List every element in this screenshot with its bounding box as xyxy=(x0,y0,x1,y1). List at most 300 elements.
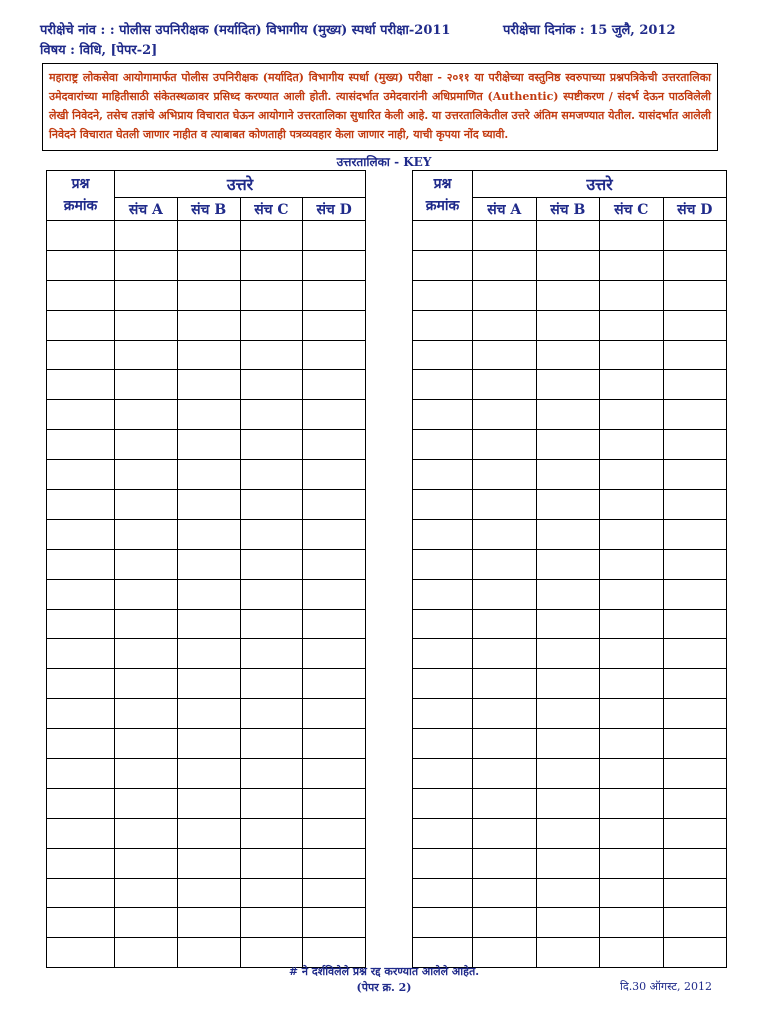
question-number-cell xyxy=(413,669,473,699)
answer-cell xyxy=(115,848,178,878)
answer-row xyxy=(413,310,727,340)
set-b-header: संच B xyxy=(536,198,600,221)
answer-cell xyxy=(473,519,537,549)
answer-cell xyxy=(663,340,727,370)
answer-cell xyxy=(600,310,664,340)
answer-cell xyxy=(536,878,600,908)
answer-cell xyxy=(536,609,600,639)
answer-cell xyxy=(663,699,727,729)
answer-cell xyxy=(303,759,366,789)
answer-cell xyxy=(600,490,664,520)
question-number-cell xyxy=(47,430,115,460)
answer-row xyxy=(413,340,727,370)
answer-cell xyxy=(240,250,303,280)
answer-row xyxy=(47,639,366,669)
answer-row xyxy=(413,818,727,848)
answer-cell xyxy=(177,400,240,430)
answer-cell xyxy=(115,400,178,430)
answer-cell xyxy=(177,729,240,759)
set-a-header: संच A xyxy=(115,198,178,221)
question-number-cell xyxy=(413,878,473,908)
answer-row xyxy=(47,430,366,460)
answer-row xyxy=(413,759,727,789)
question-number-cell xyxy=(47,729,115,759)
answer-cell xyxy=(600,370,664,400)
answer-cell xyxy=(600,519,664,549)
question-number-cell xyxy=(413,729,473,759)
notice-box: महाराष्ट्र लोकसेवा आयोगामार्फत पोलीस उपनिरीक्षक (मर्यादित) विभागीय स्पर्धा (मुख्य) परीक्षा - २०११ या परीक्षेच्या वस्तुनिष्ठ स्वरुपाच्या प्रश्नपत्रिकेची उत्तरतालिका उमेदवारांच्या माहितीसाठी संकेतस्थळावर प्रसिध्द करण्यात आली होती. त्यासंदर्भात उमेदवारांनी अधिप्रमाणित (Authentic) स्पष्टीकरण / संदर्भ देऊन पाठविलेली लेखी निवेदने, तसेच तज्ञांचे अभिप्राय विचारात घेऊन आयोगाने उत्तरतालिका सुधारित केली आहे. या उत्तरतालिकेतील उत्तरे अंतिम समजण्यात येतील. यासंदर्भात आलेली निवेदने विचारात घेतली जाणार नाहीत व त्याबाबत कोणताही पत्रव्यवहार केला जाणार नाही, याची कृपया नोंद घ्यावी. xyxy=(42,63,718,151)
answer-rows-right xyxy=(413,221,727,968)
answer-cell xyxy=(663,908,727,938)
answer-cell xyxy=(303,430,366,460)
answer-row xyxy=(47,729,366,759)
answer-cell xyxy=(536,818,600,848)
answer-cell xyxy=(473,878,537,908)
answer-cell xyxy=(115,639,178,669)
question-number-cell xyxy=(413,579,473,609)
question-number-cell xyxy=(413,250,473,280)
question-number-cell xyxy=(413,908,473,938)
question-number-cell xyxy=(47,699,115,729)
answer-cell xyxy=(115,818,178,848)
question-number-cell xyxy=(47,250,115,280)
answer-cell xyxy=(473,818,537,848)
answer-cell xyxy=(473,609,537,639)
answer-cell xyxy=(303,280,366,310)
answer-cell xyxy=(600,340,664,370)
answer-cell xyxy=(473,669,537,699)
answer-cell xyxy=(303,519,366,549)
answer-row xyxy=(47,221,366,251)
answer-row xyxy=(47,280,366,310)
answer-cell xyxy=(115,669,178,699)
answer-cell xyxy=(115,908,178,938)
answer-cell xyxy=(303,460,366,490)
answer-row xyxy=(413,669,727,699)
answer-cell xyxy=(115,519,178,549)
answer-row xyxy=(47,490,366,520)
answer-cell xyxy=(303,908,366,938)
answer-cell xyxy=(600,280,664,310)
answer-cell xyxy=(536,490,600,520)
question-number-cell xyxy=(413,788,473,818)
paper-number: (पेपर क्र. 2) xyxy=(356,981,412,994)
answer-cell xyxy=(115,699,178,729)
answer-cell xyxy=(600,848,664,878)
answer-cell xyxy=(303,639,366,669)
answer-cell xyxy=(303,729,366,759)
subject-line: विषय : विधि, [पेपर-2] xyxy=(40,43,158,58)
answer-cell xyxy=(303,370,366,400)
answer-cell xyxy=(240,490,303,520)
answer-row xyxy=(47,579,366,609)
answer-row xyxy=(47,759,366,789)
question-number-cell xyxy=(413,699,473,729)
question-number-cell xyxy=(413,310,473,340)
answer-cell xyxy=(536,310,600,340)
answer-cell xyxy=(303,310,366,340)
answer-cell xyxy=(240,280,303,310)
answer-row xyxy=(413,639,727,669)
answer-cell xyxy=(303,699,366,729)
answer-cell xyxy=(663,788,727,818)
answer-cell xyxy=(240,848,303,878)
answer-cell xyxy=(600,400,664,430)
answer-cell xyxy=(473,908,537,938)
answer-cell xyxy=(115,430,178,460)
answer-cell xyxy=(473,579,537,609)
answer-cell xyxy=(663,400,727,430)
question-number-cell xyxy=(47,788,115,818)
answer-cell xyxy=(536,250,600,280)
answers-header: उत्तरे xyxy=(473,171,727,198)
answer-cell xyxy=(663,430,727,460)
answer-row xyxy=(413,460,727,490)
question-number-cell xyxy=(47,549,115,579)
publish-date: दि.30 ऑगस्ट, 2012 xyxy=(620,980,712,993)
answer-row xyxy=(413,579,727,609)
answer-cell xyxy=(115,788,178,818)
question-header-line1: प्रश्न xyxy=(433,176,452,192)
answer-cell xyxy=(600,221,664,251)
answer-cell xyxy=(536,400,600,430)
answer-row xyxy=(413,490,727,520)
answer-row xyxy=(47,788,366,818)
answer-cell xyxy=(240,729,303,759)
answer-cell xyxy=(240,430,303,460)
answer-cell xyxy=(473,759,537,789)
answer-row xyxy=(47,250,366,280)
question-number-cell xyxy=(413,848,473,878)
answer-cell xyxy=(177,340,240,370)
answer-cell xyxy=(663,669,727,699)
answer-row xyxy=(413,788,727,818)
answer-cell xyxy=(177,519,240,549)
answer-cell xyxy=(115,579,178,609)
answer-cell xyxy=(177,699,240,729)
answer-cell xyxy=(240,221,303,251)
answer-cell xyxy=(473,221,537,251)
answer-cell xyxy=(115,460,178,490)
answer-cell xyxy=(536,280,600,310)
answer-cell xyxy=(115,340,178,370)
answer-cell xyxy=(536,848,600,878)
answer-cell xyxy=(177,430,240,460)
answer-cell xyxy=(115,280,178,310)
set-b-header: संच B xyxy=(177,198,240,221)
answer-cell xyxy=(177,609,240,639)
answer-cell xyxy=(240,669,303,699)
answer-cell xyxy=(663,370,727,400)
question-number-cell xyxy=(413,221,473,251)
question-number-cell xyxy=(47,669,115,699)
answer-cell xyxy=(600,699,664,729)
answer-cell xyxy=(115,310,178,340)
answer-row xyxy=(413,430,727,460)
answer-cell xyxy=(240,519,303,549)
answer-row xyxy=(413,729,727,759)
answer-row xyxy=(47,908,366,938)
answer-cell xyxy=(303,250,366,280)
answer-cell xyxy=(473,848,537,878)
answer-cell xyxy=(177,490,240,520)
answer-cell xyxy=(663,250,727,280)
answer-row xyxy=(47,370,366,400)
question-number-cell xyxy=(47,579,115,609)
answer-cell xyxy=(600,430,664,460)
answer-cell xyxy=(240,579,303,609)
answer-cell xyxy=(473,699,537,729)
answer-cell xyxy=(115,729,178,759)
answer-cell xyxy=(177,280,240,310)
question-header-line2: क्रमांक xyxy=(425,198,460,214)
question-number-cell xyxy=(413,609,473,639)
answer-cell xyxy=(663,460,727,490)
question-number-cell xyxy=(47,340,115,370)
answer-cell xyxy=(473,460,537,490)
question-number-cell xyxy=(47,460,115,490)
answer-cell xyxy=(240,908,303,938)
answer-cell xyxy=(303,818,366,848)
answer-cell xyxy=(115,250,178,280)
question-number-cell xyxy=(47,280,115,310)
exam-header xyxy=(40,20,740,38)
answer-rows-left xyxy=(47,221,366,968)
answer-row xyxy=(413,878,727,908)
answer-row xyxy=(47,400,366,430)
answer-cell xyxy=(536,729,600,759)
answer-cell xyxy=(240,549,303,579)
answer-cell xyxy=(536,669,600,699)
answer-cell xyxy=(115,370,178,400)
answer-cell xyxy=(536,460,600,490)
question-number-cell xyxy=(413,490,473,520)
answer-row xyxy=(413,250,727,280)
set-c-header: संच C xyxy=(240,198,303,221)
answer-cell xyxy=(663,818,727,848)
answer-cell xyxy=(177,848,240,878)
question-number-cell xyxy=(413,430,473,460)
answer-cell xyxy=(536,639,600,669)
answer-cell xyxy=(536,759,600,789)
exam-name: परीक्षेचे नांव : : पोलीस उपनिरीक्षक (मर्यादित) विभागीय (मुख्य) स्पर्धा परीक्षा-2011 xyxy=(40,23,451,38)
answer-cell xyxy=(663,609,727,639)
set-a-header: संच A xyxy=(473,198,537,221)
answer-cell xyxy=(600,460,664,490)
answer-row xyxy=(47,609,366,639)
answer-cell xyxy=(115,221,178,251)
answer-cell xyxy=(536,370,600,400)
answer-cell xyxy=(115,609,178,639)
exam-date: परीक्षेचा दिनांक : 15 जुलै, 2012 xyxy=(503,23,676,38)
answer-cell xyxy=(473,788,537,818)
answer-row xyxy=(47,340,366,370)
set-c-header: संच C xyxy=(600,198,664,221)
answers-header: उत्तरे xyxy=(115,171,366,198)
answer-key-table-left xyxy=(46,170,366,968)
answer-cell xyxy=(536,430,600,460)
answer-cell xyxy=(536,788,600,818)
answer-cell xyxy=(536,549,600,579)
answer-cell xyxy=(663,729,727,759)
answer-cell xyxy=(473,430,537,460)
question-number-cell xyxy=(47,609,115,639)
question-number-cell xyxy=(413,759,473,789)
answer-row xyxy=(47,818,366,848)
question-number-cell xyxy=(47,519,115,549)
answer-cell xyxy=(600,759,664,789)
answer-cell xyxy=(177,310,240,340)
question-number-cell xyxy=(47,878,115,908)
answer-cell xyxy=(303,579,366,609)
answer-cell xyxy=(303,340,366,370)
cancelled-questions-note: # ने दर्शविलेले प्रश्न रद्द करण्यात आलेले आहेत. xyxy=(288,965,480,978)
question-number-cell xyxy=(47,908,115,938)
answer-row xyxy=(413,699,727,729)
answer-row xyxy=(413,549,727,579)
answer-cell xyxy=(115,549,178,579)
question-number-header xyxy=(47,171,115,221)
question-number-cell xyxy=(47,400,115,430)
question-number-cell xyxy=(413,340,473,370)
answer-cell xyxy=(663,848,727,878)
answer-cell xyxy=(240,400,303,430)
answer-cell xyxy=(536,340,600,370)
answer-cell xyxy=(663,639,727,669)
answer-cell xyxy=(600,609,664,639)
question-number-cell xyxy=(413,549,473,579)
answer-cell xyxy=(600,818,664,848)
answer-cell xyxy=(177,370,240,400)
answer-cell xyxy=(177,579,240,609)
answer-cell xyxy=(536,221,600,251)
answer-cell xyxy=(663,221,727,251)
answer-cell xyxy=(303,788,366,818)
question-number-cell xyxy=(47,639,115,669)
answer-cell xyxy=(177,250,240,280)
answer-cell xyxy=(600,729,664,759)
answer-cell xyxy=(177,759,240,789)
question-number-cell xyxy=(47,848,115,878)
question-number-cell xyxy=(413,280,473,310)
answer-cell xyxy=(473,280,537,310)
question-header-line2: क्रमांक xyxy=(63,198,98,214)
answer-cell xyxy=(600,788,664,818)
answer-row xyxy=(47,310,366,340)
question-number-cell xyxy=(47,370,115,400)
answer-cell xyxy=(663,549,727,579)
question-number-header xyxy=(413,171,473,221)
question-number-cell xyxy=(413,400,473,430)
answer-cell xyxy=(303,848,366,878)
answer-cell xyxy=(536,579,600,609)
answer-cell xyxy=(600,639,664,669)
question-number-cell xyxy=(413,818,473,848)
answer-cell xyxy=(600,549,664,579)
answer-cell xyxy=(177,908,240,938)
answer-cell xyxy=(303,669,366,699)
answer-row xyxy=(413,519,727,549)
answer-key-title: उत्तरतालिका - KEY xyxy=(336,155,432,169)
answer-row xyxy=(47,460,366,490)
answer-row xyxy=(47,669,366,699)
answer-cell xyxy=(177,788,240,818)
question-number-cell xyxy=(47,818,115,848)
question-number-cell xyxy=(47,759,115,789)
answer-cell xyxy=(600,669,664,699)
answer-cell xyxy=(177,639,240,669)
answer-cell xyxy=(663,490,727,520)
answer-cell xyxy=(303,878,366,908)
answer-cell xyxy=(663,519,727,549)
set-d-header: संच D xyxy=(303,198,366,221)
answer-cell xyxy=(240,818,303,848)
answer-row xyxy=(413,908,727,938)
set-d-header: संच D xyxy=(663,198,727,221)
answer-cell xyxy=(663,878,727,908)
answer-cell xyxy=(240,878,303,908)
answer-cell xyxy=(663,759,727,789)
answer-cell xyxy=(600,579,664,609)
question-number-cell xyxy=(47,490,115,520)
question-number-cell xyxy=(413,639,473,669)
answer-cell xyxy=(663,280,727,310)
question-number-cell xyxy=(47,310,115,340)
question-header-line1: प्रश्न xyxy=(71,176,90,192)
answer-row xyxy=(413,848,727,878)
answer-cell xyxy=(473,400,537,430)
answer-cell xyxy=(473,549,537,579)
answer-cell xyxy=(240,759,303,789)
answer-cell xyxy=(240,788,303,818)
answer-row xyxy=(413,370,727,400)
answer-cell xyxy=(536,908,600,938)
answer-cell xyxy=(240,340,303,370)
answer-cell xyxy=(600,878,664,908)
answer-cell xyxy=(240,460,303,490)
answer-cell xyxy=(303,549,366,579)
answer-cell xyxy=(177,460,240,490)
answer-cell xyxy=(240,699,303,729)
answer-cell xyxy=(473,310,537,340)
answer-cell xyxy=(240,609,303,639)
question-number-cell xyxy=(413,460,473,490)
answer-cell xyxy=(663,579,727,609)
answer-cell xyxy=(600,250,664,280)
answer-cell xyxy=(303,221,366,251)
answer-cell xyxy=(240,370,303,400)
answer-row xyxy=(413,609,727,639)
answer-cell xyxy=(177,669,240,699)
answer-cell xyxy=(115,759,178,789)
answer-cell xyxy=(177,878,240,908)
answer-cell xyxy=(473,250,537,280)
question-number-cell xyxy=(47,221,115,251)
question-number-cell xyxy=(413,370,473,400)
answer-cell xyxy=(303,400,366,430)
answer-cell xyxy=(240,310,303,340)
answer-row xyxy=(413,280,727,310)
answer-cell xyxy=(473,370,537,400)
answer-cell xyxy=(663,310,727,340)
answer-cell xyxy=(303,490,366,520)
answer-row xyxy=(47,878,366,908)
answer-row xyxy=(47,848,366,878)
answer-cell xyxy=(600,908,664,938)
answer-row xyxy=(47,519,366,549)
answer-cell xyxy=(115,490,178,520)
answer-cell xyxy=(240,639,303,669)
